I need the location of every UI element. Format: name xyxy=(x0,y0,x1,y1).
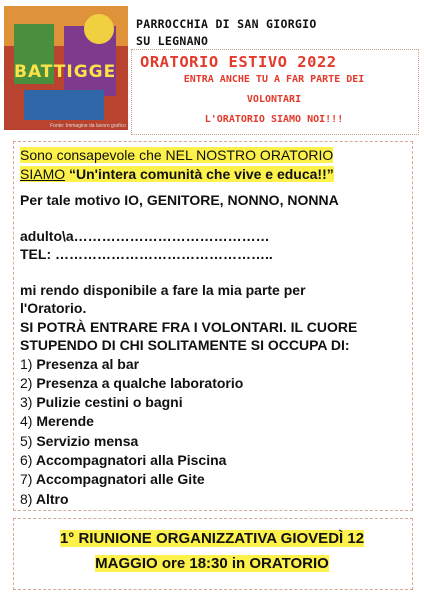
list-item: 8) Altro xyxy=(20,490,69,507)
intro-motto: “Un'intera comunità che vive e educa!!” xyxy=(69,165,334,182)
phone-field[interactable]: TEL: ……………………………………….. xyxy=(20,246,273,262)
intro-text: Sono consapevole che NEL NOSTRO ORATORIO xyxy=(20,147,334,163)
poster-credit: Fonte: Immagine da lavoro grafico xyxy=(50,123,126,129)
list-item: 5) Servizio mensa xyxy=(20,432,139,449)
parish-name: PARROCCHIA DI SAN GIORGIO SU LEGNANO xyxy=(136,17,317,48)
header-subtitle-1: ENTRA ANCHE TU A FAR PARTE DEI xyxy=(183,74,365,85)
list-item: 4) Merende xyxy=(20,413,94,430)
list-item: 7) Accompagnatori alle Gite xyxy=(20,471,205,488)
list-item: 6) Accompagnatori alla Piscina xyxy=(20,451,227,468)
header-subtitle-3: L'ORATORIO SIAMO NOI!!! xyxy=(204,114,344,125)
heart-line-1: SI POTRÀ ENTRARE FRA I VOLONTARI. IL CUORE xyxy=(20,318,358,335)
header-subtitle-2: VOLONTARI xyxy=(246,94,302,105)
motivo-line: Per tale motivo IO, GENITORE, NONNO, NONNA xyxy=(20,192,339,208)
availability-line-2: l'Oratorio. xyxy=(20,300,87,316)
oratorio-poster-image xyxy=(4,6,128,130)
meeting-announcement xyxy=(18,526,406,576)
page-title: ORATORIO ESTIVO 2022 xyxy=(140,53,337,71)
heart-line-2: STUPENDO DI CHI SOLITAMENTE SI OCCUPA DI: xyxy=(20,337,350,353)
list-item: 2) Presenza a qualche laboratorio xyxy=(20,374,244,391)
adult-field[interactable]: adulto\a…………………………………… xyxy=(20,227,270,244)
poster-word: BATTIGGE xyxy=(14,62,117,82)
meeting-line-2: MAGGIO ore 18:30 in ORATORIO xyxy=(95,555,329,572)
list-item: 3) Pulizie cestini o bagni xyxy=(20,394,183,411)
intro-siamo: SIAMO xyxy=(20,165,66,182)
task-list xyxy=(20,355,406,509)
availability-line-1: mi rendo disponibile a fare la mia parte per xyxy=(20,281,306,298)
form-content xyxy=(20,146,406,509)
meeting-line-1: 1° RIUNIONE ORGANIZZATIVA GIOVEDÌ 12 xyxy=(59,530,365,547)
list-item: 1) Presenza al bar xyxy=(20,355,140,372)
